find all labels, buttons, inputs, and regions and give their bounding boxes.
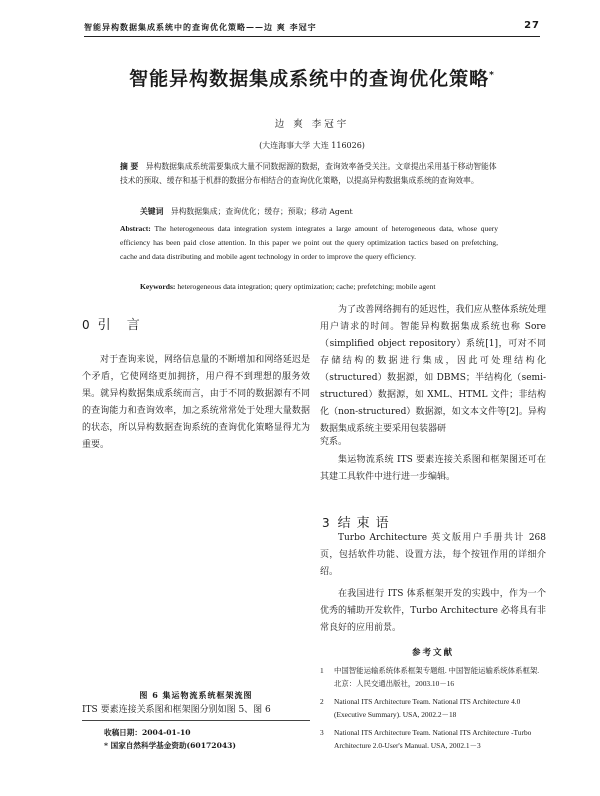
right-col-p3-text: 集运物流系统 ITS 要素连接关系图和框架图还可在其建工具软件中进行进一步编辑。 (320, 455, 546, 482)
footnote-rule (82, 720, 310, 721)
keywords-zh-label: 关键词 (140, 207, 164, 216)
running-header (84, 22, 540, 33)
reference-item (320, 695, 546, 721)
references-list (320, 664, 546, 757)
abstract-en-label: Abstract: (120, 224, 151, 233)
conclusion-paragraph-1 (320, 530, 546, 581)
references-title: 参考文献 (411, 648, 454, 658)
reference-number: 2 (320, 697, 324, 706)
reference-item (320, 664, 546, 690)
affiliation: (大连海事大学 大连 116026) (259, 141, 365, 150)
authors: 边 爽 李冠宇 (274, 119, 350, 130)
paper-title-text: 智能异构数据集成系统中的查询优化策略 (129, 68, 490, 90)
abstract-en-text: The heterogeneous data integration system integrates a large amount of heterogeneous data, whose query efficiency has been paid close attention. In this paper we point out the query optimization tactics based on prefetching, cache and data distributing and mobile agent technology in order to improve the query efficiency. (120, 224, 499, 261)
page-number: 27 (524, 20, 540, 31)
conclusion-p2-text: 在我国进行 ITS 体系框架开发的实践中，作为一个优秀的辅助开发软件，Turbo Architecture 必将具有非常良好的应用前景。 (320, 589, 546, 633)
received-date: 收稿日期：2004-01-10 (104, 728, 191, 737)
conclusion-title: 结束语 (337, 516, 395, 531)
abstract-zh-label: 摘 要 (120, 162, 139, 171)
keywords-en-label: Keywords: (140, 282, 176, 291)
intro-paragraph: 对于查询来说，网络信息量的不断增加和网络延迟是个矛盾，它使网络更加拥挤，用户得不到理想的服务效果。就异构数据集成系统而言，由于不同的数据源有不同的查询能力和查询效率，加之系统常常处于处理大量数据的状态，所以异构数据查询系统的查询优化策略显得尤为重要。 (82, 355, 310, 450)
footnotes (104, 726, 310, 752)
right-col-paragraph-3 (320, 452, 546, 486)
reference-number: 3 (320, 728, 324, 737)
reference-text: National ITS Architecture Team. National ITS Architecture 4.0 (Executive Summary). USA, 2002.2－18 (334, 697, 521, 719)
conclusion-heading (322, 512, 395, 531)
keywords-zh-text: 异构数据集成；查询优化；缓存；预取；移动 Agent (170, 207, 353, 216)
conclusion-p1-text: Turbo Architecture 英文版用户手册共计 268 页，包括软件功能、设置方法，每个按钮作用的详细介绍。 (320, 533, 546, 577)
intro-heading (82, 314, 146, 333)
keywords-en (140, 282, 498, 291)
right-col-p1-text: 为了改善网络拥有的延迟性，我们应从整体系统处理用户请求的时间。智能异构数据集成系统也称 Sore（simplified object repository）系统[1]，可对不同存储结构的数据进行集成，因此可处理结构化（structured）数据源，如 DBMS；半结构化（semi-structured）数据源，如 XML、HTML 文件；非结构化（non-structured）数据源，如文本文件等[2]。异构数据集成系统主要采用包装器研 (320, 305, 546, 434)
intro-number: 0 (82, 318, 98, 332)
conclusion-paragraph-2 (320, 586, 546, 637)
right-col-paragraph-2 (320, 434, 546, 451)
title-footnote-marker: * (489, 70, 495, 81)
abstract-en (120, 222, 498, 264)
abstract-zh-text: 异构数据集成系统需要集成大量不同数据源的数据，查询效率备受关注。文章提出采用基于移动智能体技术的预取、缓存和基于机群的数据分布相结合的查询优化策略，以提高异构数据集成系统的查询效率。 (120, 162, 497, 185)
abstract-zh (120, 160, 498, 188)
reference-text: National ITS Architecture Team. National ITS Architecture -Turbo Architecture 2.0-User's Manual. USA, 2002.1－3 (334, 728, 532, 750)
right-col-p2-text: 究系。 (320, 437, 348, 447)
keywords-zh (140, 206, 498, 217)
figure-caption: 图 6 集运物流系统框架流图 (139, 690, 253, 700)
running-title: 智能异构数据集成系统中的查询优化策略——边 爽 李冠宇 (84, 22, 317, 32)
conclusion-number: 3 (322, 516, 338, 530)
keywords-en-text: heterogeneous data integration; query optimization; cache; prefetching; mobile agent (177, 282, 436, 291)
reference-item (320, 726, 546, 752)
intro-title: 引 言 (97, 318, 146, 333)
figure-reference-text: ITS 要素连接关系图和框架图分别如图 5、图 6 (82, 705, 271, 715)
reference-number: 1 (320, 666, 324, 675)
fund-note: * 国家自然科学基金资助(60172043) (104, 741, 237, 750)
header-rule (84, 36, 540, 37)
reference-text: 中国智能运输系统体系框架专题组. 中国智能运输系统体系框架. 北京：人民交通出版社，2003.10－16 (334, 666, 540, 688)
paper-title (84, 64, 540, 91)
right-col-paragraph-1 (320, 302, 546, 438)
